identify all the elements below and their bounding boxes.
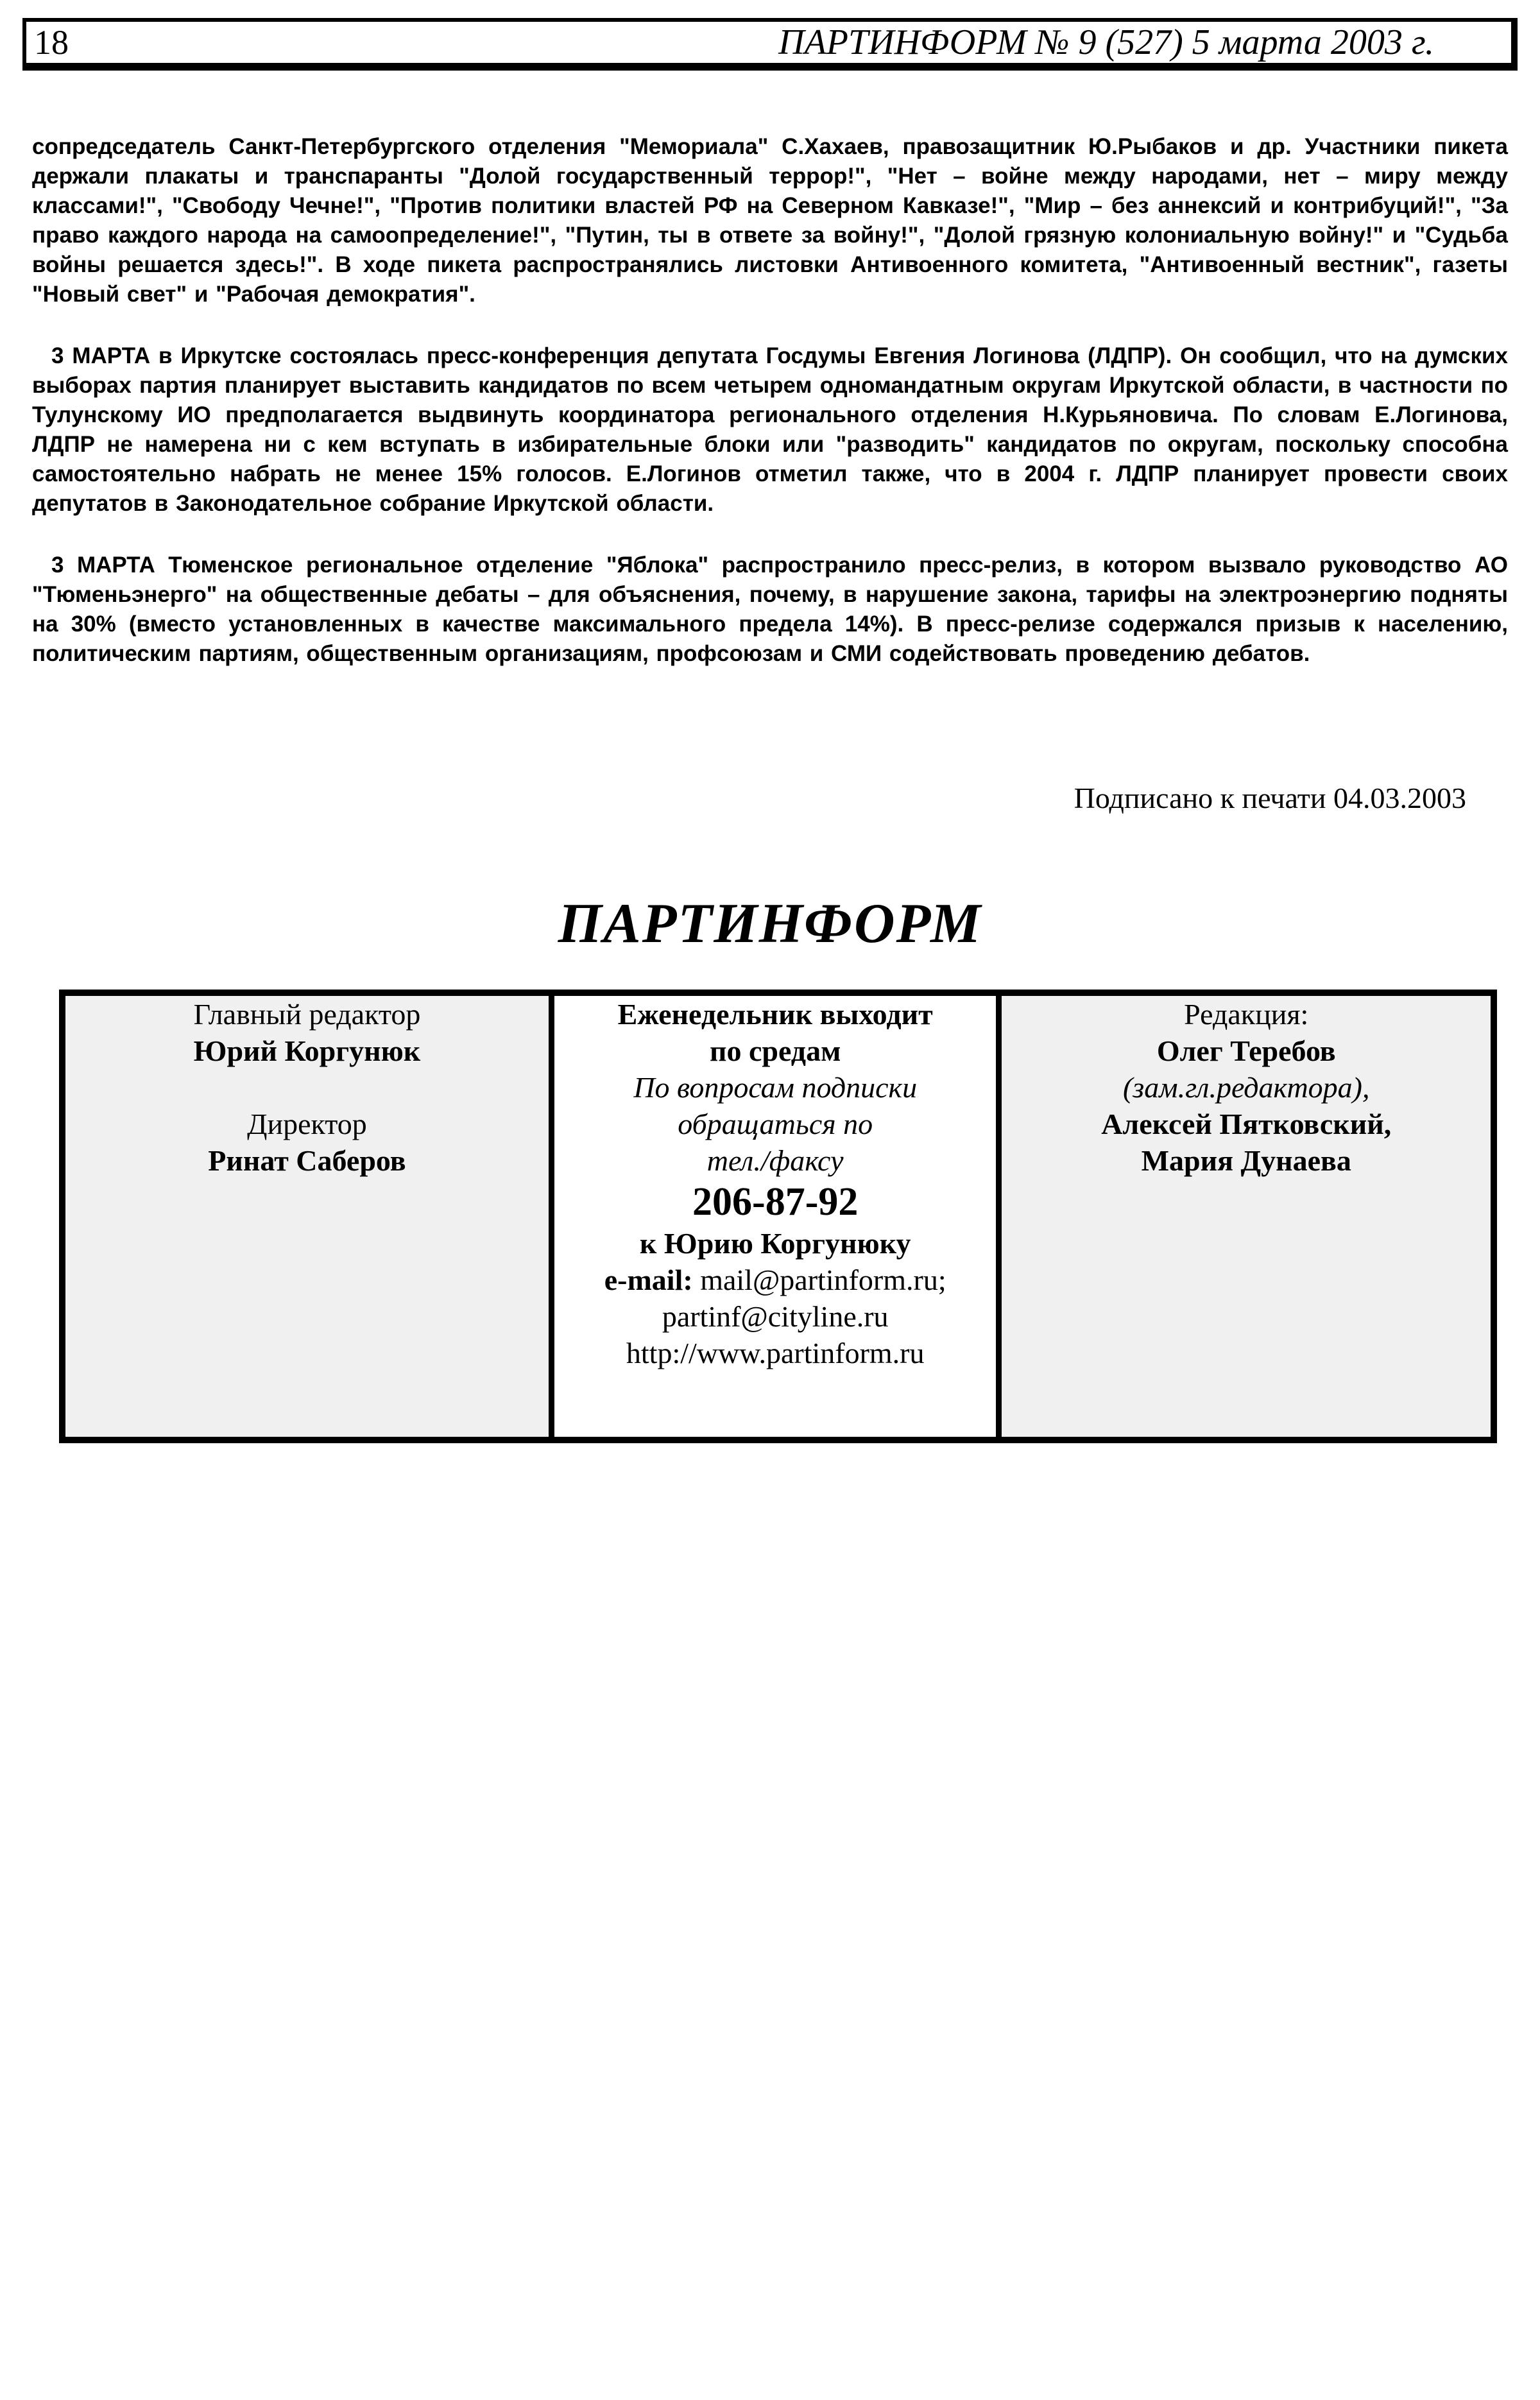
website-url: http://www.partinform.ru: [626, 1337, 925, 1369]
body-text: [32, 132, 1508, 669]
subscription-line-2: обращаться по: [678, 1108, 873, 1140]
editor-name: Юрий Коргунюк: [193, 1034, 421, 1067]
paragraph-tyumen: 3 МАРТА Тюменское региональное отделение "Яблока" распространило пресс-релиз, в котором вызвало руководство АО "Тюменьэнерго" на общественные дебаты – для объяснения, почему, в нарушение закона, тарифы на электроэнергию подняты на 30% (вместо установленных в качестве максимального предела 14%). В пресс-релизе содержался призыв к населению, политическим партиям, общественным организациям, профсоюзам и СМИ содействовать проведению дебатов.: [32, 553, 1508, 666]
email-address-1: mail@partinform.ru;: [692, 1264, 946, 1296]
masthead-cell-contacts: [551, 993, 999, 1440]
masthead-cell-staff: [999, 993, 1494, 1440]
staff-name-3: Мария Дунаева: [1141, 1144, 1351, 1177]
schedule-line-2: по средам: [709, 1034, 841, 1067]
director-name: Ринат Саберов: [208, 1144, 406, 1177]
running-header: [22, 18, 1518, 71]
schedule-line-1: Еженедельник выходит: [617, 998, 933, 1031]
issue-title: ПАРТИНФОРМ № 9 (527) 5 марта 2003 г.: [778, 22, 1434, 62]
staff-heading: Редакция:: [1184, 998, 1309, 1031]
editor-role-label: Главный редактор: [193, 998, 421, 1031]
phone-number: 206-87-92: [692, 1180, 859, 1224]
subscription-line-3: тел./факсу: [706, 1144, 844, 1177]
email-address-2: partinf@cityline.ru: [662, 1300, 889, 1333]
subscription-line-1: По вопросам подписки: [633, 1071, 918, 1104]
paragraph-picket: сопредседатель Санкт-Петербургского отделения "Мемориала" С.Хахаев, правозащитник Ю.Рыбаков и др. Участники пикета держали плакаты и транспаранты "Долой государственный террор!", "Нет – войне между народами, нет – миру между классами!", "Свободу Чечне!", "Против политики властей РФ на Северном Кавказе!", "Мир – без аннексий и контрибуций!", "За право каждого народа на самоопределение!", "Путин, ты в ответе за войну!", "Долой грязную колониальную войну!" и "Судьба войны решается здесь!". В ходе пикета распространялись листовки Антивоенного комитета, "Антивоенный вестник", газеты "Новый свет" и "Рабочая демократия".: [32, 134, 1508, 307]
email-line: [561, 1262, 990, 1298]
phone-contact-person: к Юрию Коргунюку: [639, 1227, 911, 1260]
masthead-table: [59, 990, 1497, 1443]
masthead-cell-editors: [62, 993, 551, 1440]
page-number: 18: [34, 23, 69, 62]
director-role-label: Директор: [247, 1108, 367, 1140]
staff-name-2: Алексей Пятковский,: [1101, 1108, 1392, 1140]
staff-role-note: (зам.гл.редактора),: [1122, 1071, 1370, 1104]
signed-to-print-line: Подписано к печати 04.03.2003: [1074, 782, 1466, 814]
paragraph-irkutsk: 3 МАРТА в Иркутске состоялась пресс-конференция депутата Госдумы Евгения Логинова (ЛДПР). Он сообщил, что на думских выборах партия планирует выставить кандидатов по всем четырем одномандатным округам Иркутской области, в частности по Тулунскому ИО предполагается выдвинуть координатора регионального отделения Н.Курьяновича. По словам Е.Логинова, ЛДПР не намерена ни с кем вступать в избирательные блоки или "разводить" кандидатов по округам, поскольку способна самостоятельно набрать не менее 15% голосов. Е.Логинов отметил также, что в 2004 г. ЛДПР планирует провести своих депутатов в Законодательное собрание Иркутской области.: [32, 343, 1508, 516]
scanned-newsletter-page: [0, 18, 1540, 2400]
blank-line: [72, 1069, 542, 1106]
email-label: e-mail:: [604, 1264, 693, 1296]
staff-name-1: Олег Теребов: [1156, 1034, 1336, 1067]
masthead-title: ПАРТИНФОРМ: [558, 893, 982, 955]
